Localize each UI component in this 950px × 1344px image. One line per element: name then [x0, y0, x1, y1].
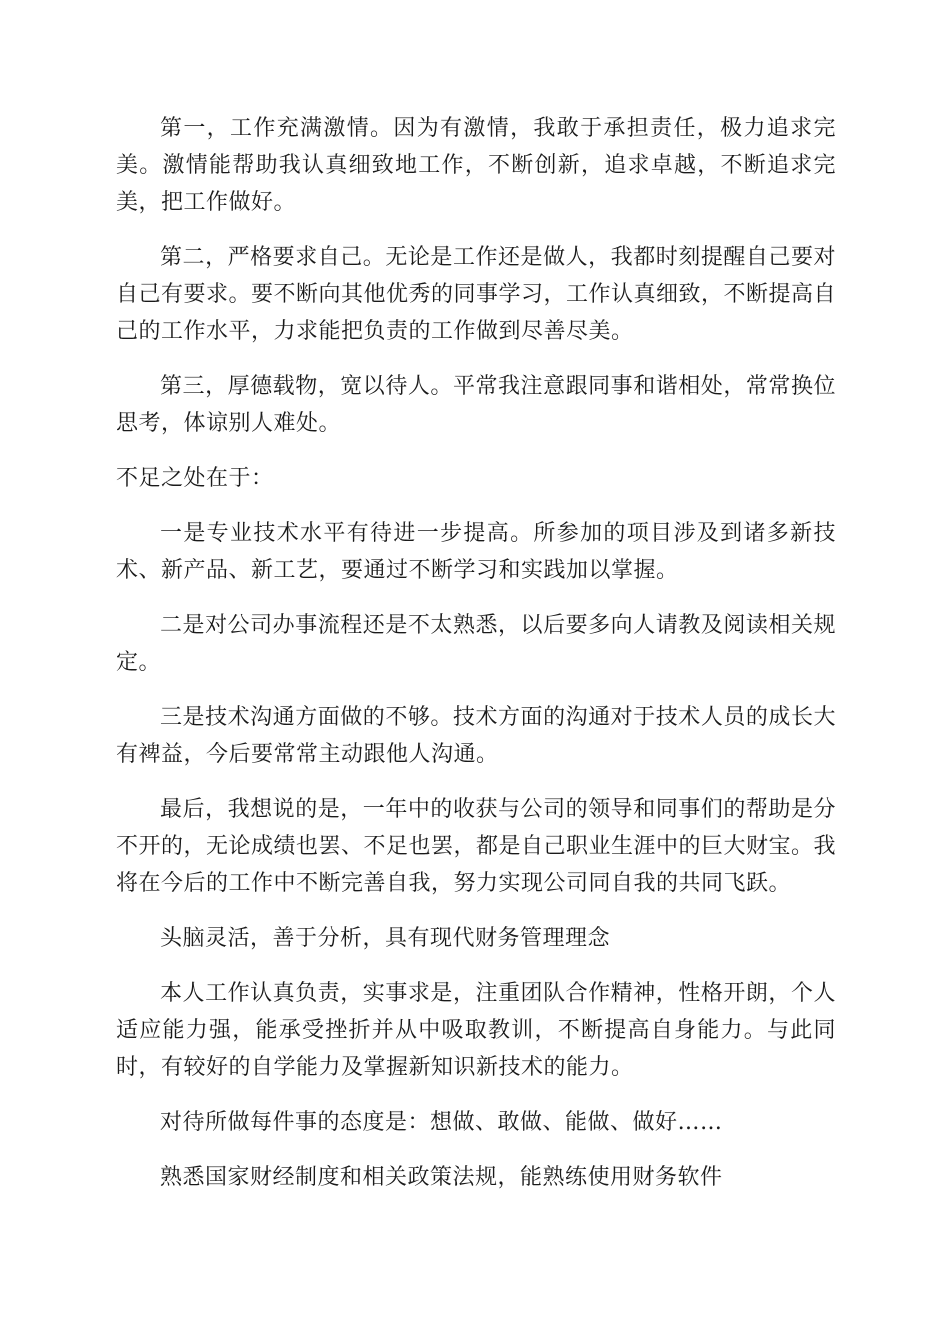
- paragraph-12: 熟悉国家财经制度和相关政策法规，能熟练使用财务软件: [160, 1165, 723, 1190]
- document-body: [116, 110, 836, 1214]
- paragraph-5: 一是专业技术水平有待进一步提高。所参加的项目涉及到诸多新技术、新产品、新工艺，要通过不断学习和实践加以掌握。: [116, 521, 836, 583]
- paragraph-7: 三是技术沟通方面做的不够。技术方面的沟通对于技术人员的成长大有裨益，今后要常常主动跟他人沟通。: [116, 705, 836, 767]
- paragraph-3: 第三，厚德载物，宽以待人。平常我注意跟同事和谐相处，常常换位思考，体谅别人难处。: [116, 374, 836, 436]
- paragraph-8: 最后，我想说的是，一年中的收获与公司的领导和同事们的帮助是分不开的，无论成绩也罢、不足也罢，都是自己职业生涯中的巨大财宝。我将在今后的工作中不断完善自我，努力实现公司同自我的共同飞跃。: [116, 797, 837, 896]
- paragraph-10: 本人工作认真负责，实事求是，注重团队合作精神，性格开朗，个人适应能力强，能承受挫折并从中吸取教训，不断提高自身能力。与此同时，有较好的自学能力及掌握新知识新技术的能力。: [116, 981, 836, 1080]
- paragraph-9: 头脑灵活，善于分析，具有现代财务管理理念: [160, 926, 611, 951]
- paragraph-6: 二是对公司办事流程还是不太熟悉，以后要多向人请教及阅读相关规定。: [116, 613, 836, 675]
- paragraph-1: 第一，工作充满激情。因为有激情，我敢于承担责任，极力追求完美。激情能帮助我认真细致地工作，不断创新，追求卓越，不断追求完美，把工作做好。: [116, 116, 836, 215]
- paragraph-11: 对待所做每件事的态度是：想做、敢做、能做、做好……: [160, 1110, 723, 1135]
- paragraph-2: 第二，严格要求自己。无论是工作还是做人，我都时刻提醒自己要对自己有要求。要不断向其他优秀的同事学习，工作认真细致，不断提高自己的工作水平，力求能把负责的工作做到尽善尽美。: [116, 245, 837, 344]
- section-heading-shortcomings: 不足之处在于：: [116, 466, 274, 491]
